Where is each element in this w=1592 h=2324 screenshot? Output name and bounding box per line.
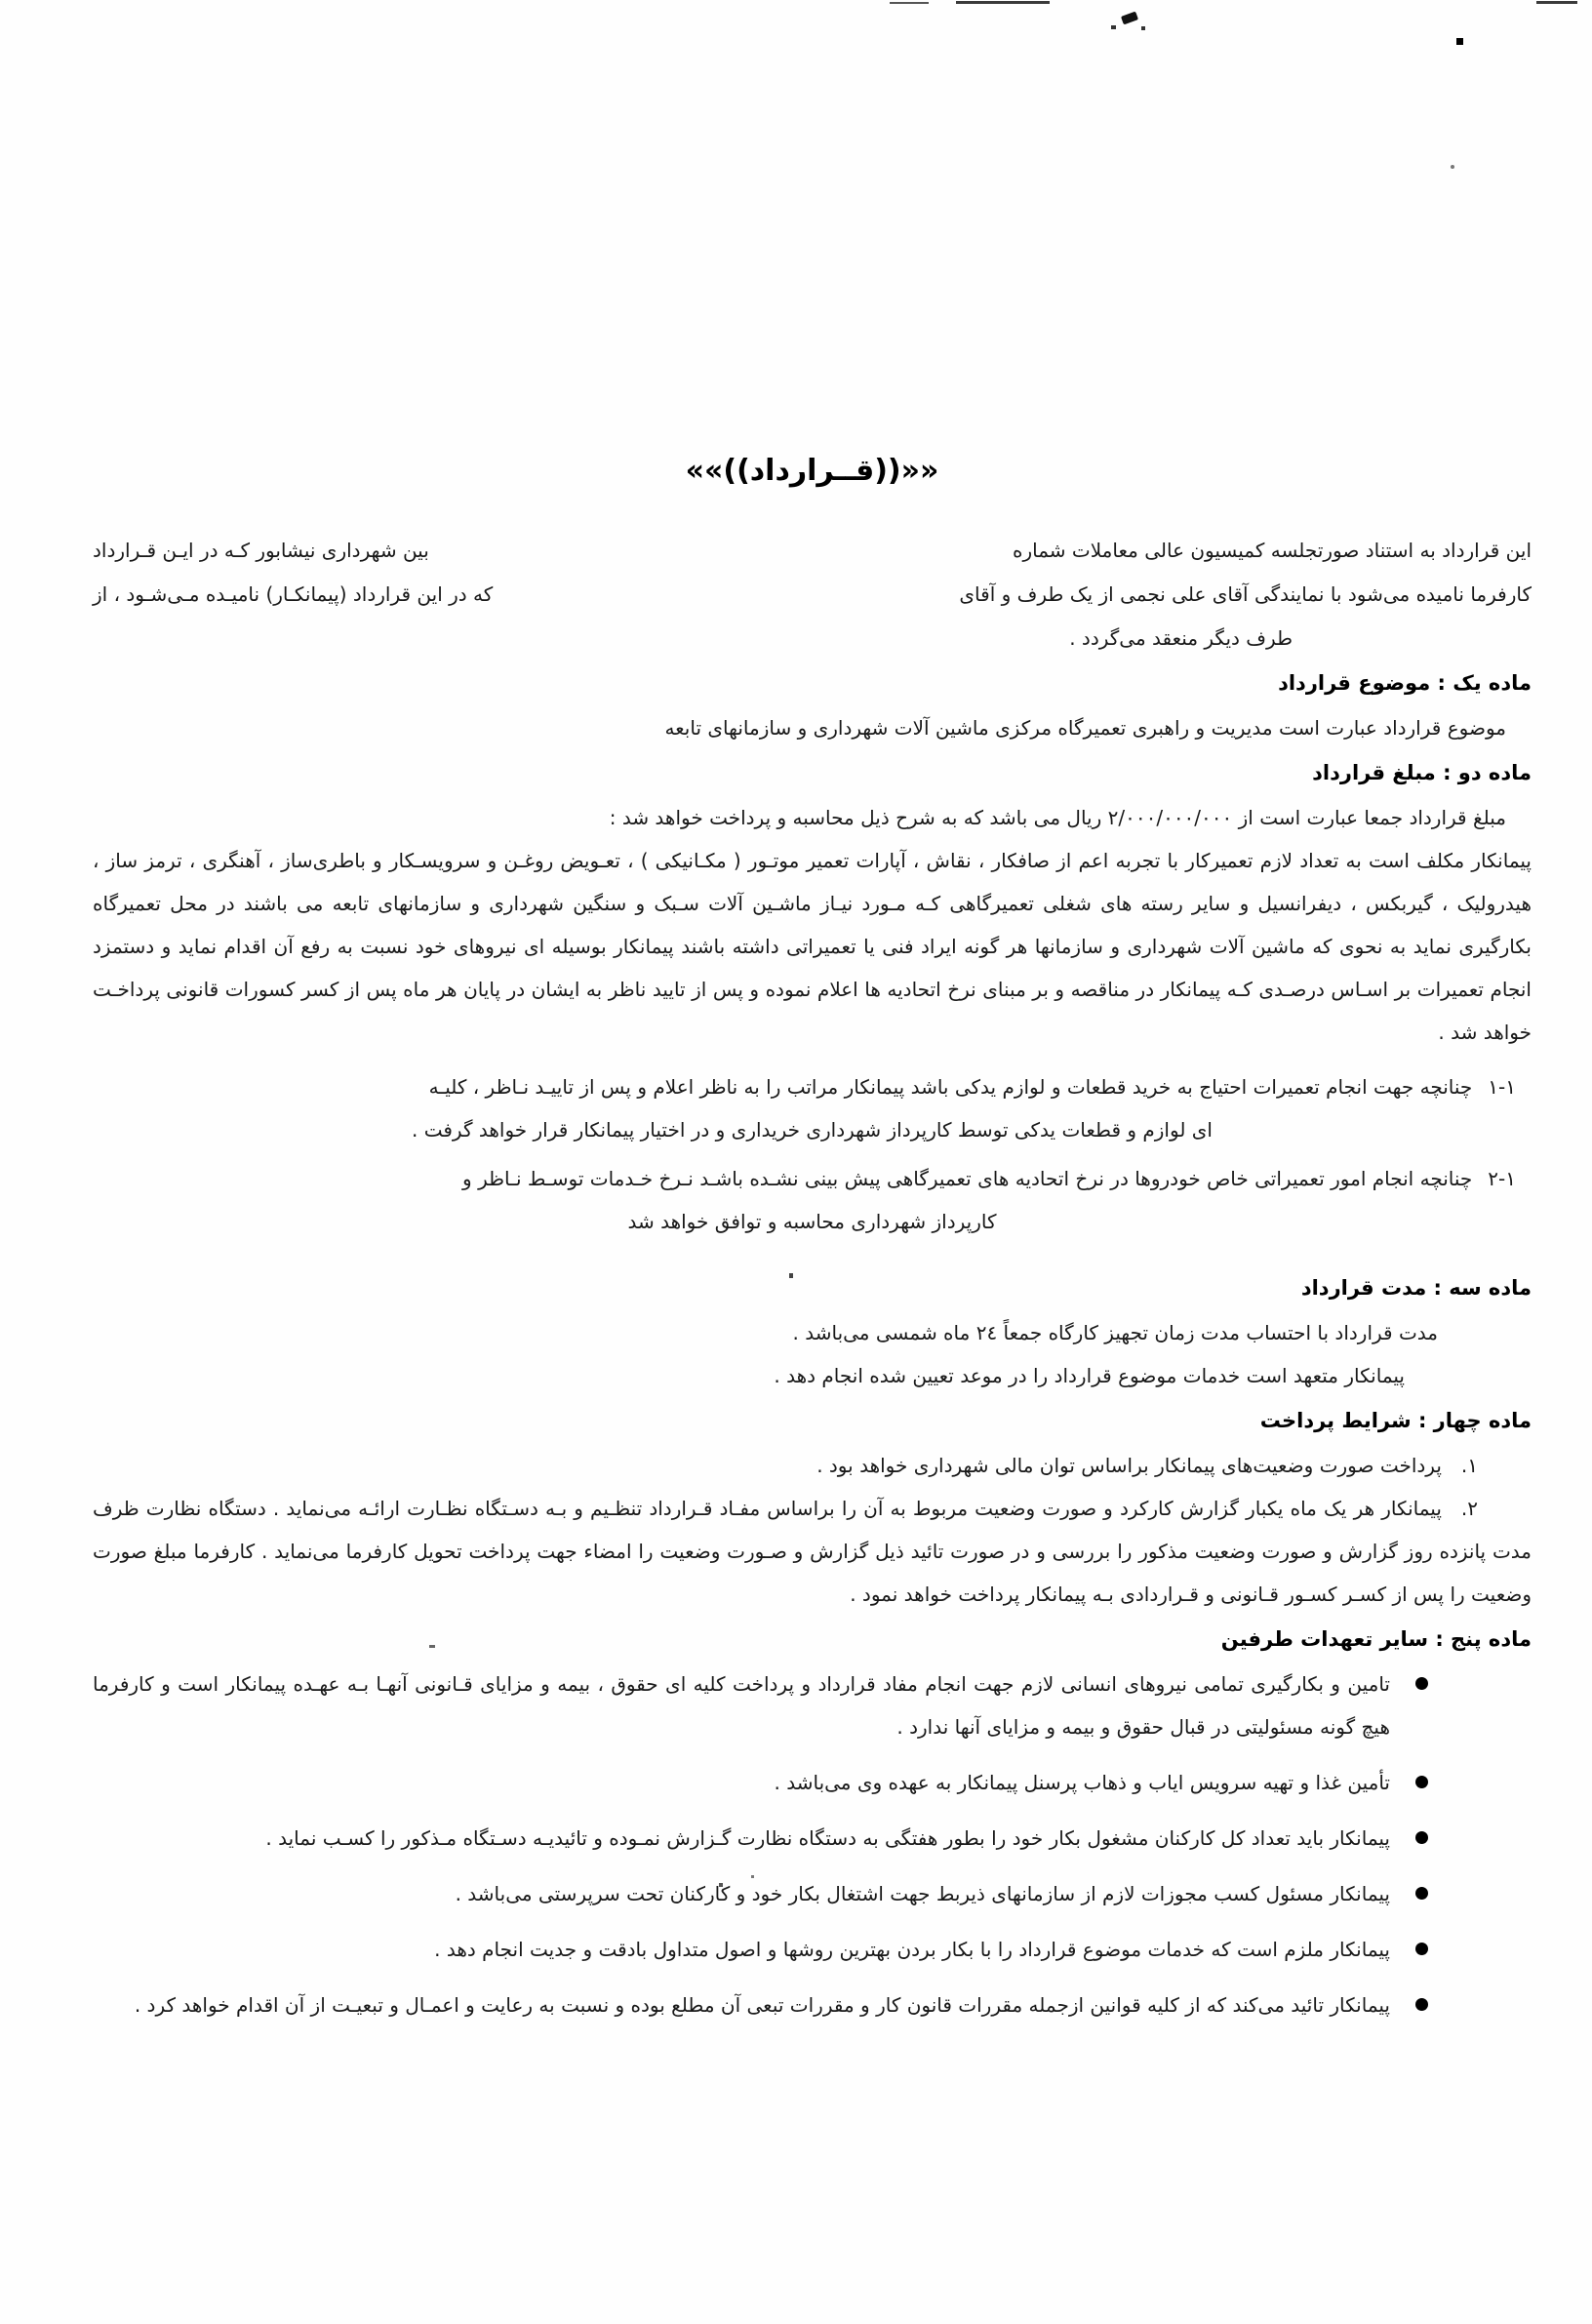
payment-item-1-number: ۱. (1460, 1454, 1478, 1477)
clause-1-1-line1 (93, 1065, 1532, 1108)
obligation-text: پیمانکار ملزم است که خدمات موضوع قرارداد را با بکار بردن بهترین روشها و اصول متداول بادقت و جدیت انجام دهد . (434, 1938, 1390, 1961)
obligation-text: پیمانکار مسئول کسب مجوزات لازم از سازمانهای ذیربط جهت اشتغال بکار خود و کارکنان تحت سرپرستی می‌باشد . (455, 1882, 1390, 1905)
bullet-icon (1415, 1943, 1428, 1955)
clause-1-1-number: ۱-۱ (1488, 1075, 1516, 1099)
clause-2-1-text: چنانچه انجام امور تعمیراتی خاص خودروها در نرخ اتحادیه های تعمیرگاهی پیش بینی نشـده باشـد نـرخ خـدمات توسـط نـاظر و (462, 1167, 1473, 1190)
obligation-item (93, 1928, 1532, 1971)
payment-item-2-text: پیمانکار هر یک ماه یکبار گزارش کارکرد و صورت وضعیت مربوط به آن را براساس مفـاد قـرارداد تنظـیم و بـه دسـتگاه نظـارت ارائـه می‌نماید . دستگاه نظارت ظرف مدت پانزده روز گزارش و صورت وضعیت مذکور را بررسی و در صورت تائید ذیل گزارش و صـورت وضعیت را امضاء جهت پرداخت تحویل کارفرما می‌نماید . کارفرما مبلغ صورت وضعیت را پس از کسـر کسـور قـانونی و قـراردادی بـه پیمانکار پرداخت خواهد نمود . (93, 1497, 1532, 1606)
intro-line-3: طرف دیگر منعقد می‌گردد . (1069, 626, 1293, 650)
bullet-icon (1415, 1831, 1428, 1844)
payment-item-2 (93, 1487, 1532, 1616)
article3-heading: ماده سه : مدت قرارداد (1300, 1276, 1532, 1300)
intro-line2-right: کارفرما نامیده می‌شود با نمایندگی آقای علی نجمی از یک طرف و آقای (959, 582, 1532, 606)
obligation-item (93, 1983, 1532, 2026)
clause-2-1 (93, 1157, 1532, 1243)
obligation-text: پیمانکار باید تعداد کل کارکنان مشغول بکار خود را بطور هفتگی به دستگاه نظارت گـزارش نمـوده و تائیدیـه دسـتگاه مـذکور را کسـب نماید . (265, 1826, 1390, 1850)
obligation-text: تأمین غذا و تهیه سرویس ایاب و ذهاب پرسنل پیمانکار به عهده وی می‌باشد . (774, 1771, 1390, 1794)
obligation-item (93, 1663, 1532, 1748)
obligation-item (93, 1817, 1532, 1860)
clause-2-1-number: ۲-۱ (1488, 1167, 1516, 1190)
intro-paragraph (93, 529, 1532, 660)
article2-body: پیمانکار مکلف است به تعداد لازم تعمیرکار با تجربه اعم از صافکار ، نقاش ، آپارات تعمیر موتـور ( مکـانیکی ) ، تعـویض روغـن و سرویسـکار و باطری‌ساز ، آهنگری ، ترمز ساز ، هیدرولیک ، گیربکس ، دیفرانسیل و سایر رسته های شغلی تعمیرگاهی کـه مـورد نیـاز ماشـین آلات سـبک و سنگین شهرداری و سازمانهای تابعه می باشند در محل تعمیرگاه بکارگیری نماید به نحوی که ماشین آلات شهرداری و سازمانها هر گونه ایراد فنی یا تعمیراتی داشته باشند پیمانکار بوسیله ای نیروهای خود نسبت به رفع آن اقدام نماید و دستمزد انجام تعمیرات بر اسـاس درصـدی کـه پیمانکار در مناقصه و بر مبنای نرخ اتحادیه ها اعلام نموده و پس از تایید ناظر به ایشان در پایان هر ماه پس از کسر کسورات قانونی پرداخـت خواهد شد . (93, 849, 1532, 1044)
clause-1-1-line2: ای لوازم و قطعات یدکی توسط کارپرداز شهرداری خریداری و در اختیار پیمانکار قرار خواهد گرفت . (412, 1118, 1213, 1142)
payment-item-1-text: پرداخت صورت وضعیت‌های پیمانکار براساس توان مالی شهرداری خواهد بود . (816, 1454, 1442, 1477)
contract-title: ««((قــرارداد))»» (685, 454, 939, 488)
clause-2-1-line1 (93, 1157, 1532, 1200)
bullet-icon (1415, 1677, 1428, 1690)
intro-line-1 (93, 529, 1532, 573)
obligation-text: پیمانکار تائید می‌کند که از کلیه قوانین ازجمله مقررات قانون کار و مقررات تبعی آن مطلع بوده و نسبت به رعایت و اعمـال و تبعیـت از آن اقدام خواهد کرد . (134, 1993, 1390, 2017)
bullet-icon (1415, 1998, 1428, 2011)
article1-body: موضوع قرارداد عبارت است مدیریت و راهبری تعمیرگاه مرکزی ماشین آلات شهرداری و سازمانهای تابعه (664, 716, 1506, 740)
article2-amount-line: مبلغ قرارداد جمعا عبارت است از ۲/۰۰۰/۰۰۰/۰۰۰ ریال می باشد که به شرح ذیل محاسبه و پرداخت خواهد شد : (609, 806, 1506, 829)
intro-line1-right: این قرارداد به استناد صورتجلسه کمیسیون عالی معاملات شماره (1013, 539, 1532, 562)
article5-heading: ماده پنج : سایر تعهدات طرفین (1220, 1627, 1532, 1651)
bullet-icon (1415, 1887, 1428, 1900)
intro-line-2 (93, 573, 1532, 617)
payment-item-1 (93, 1444, 1532, 1487)
obligation-item (93, 1872, 1532, 1915)
article3-line1: مدت قرارداد با احتساب مدت زمان تجهیز کارگاه جمعاً ۲٤ ماه شمسی می‌باشد . (792, 1321, 1438, 1344)
bullet-icon (1415, 1776, 1428, 1788)
clause-2-1-line2: کارپرداز شهرداری محاسبه و توافق خواهد شد (627, 1210, 997, 1233)
article2-heading: ماده دو : مبلغ قرارداد (1312, 761, 1532, 784)
clause-1-1-text: چنانچه جهت انجام تعمیرات احتیاج به خرید قطعات و لوازم یدکی باشد پیمانکار مراتب را به ناظر اعلام و پس از تاییـد نـاظر ، کلیـه (428, 1075, 1473, 1099)
intro-line1-left: بین شهرداری نیشابور کـه در ایـن قـرارداد (93, 539, 429, 562)
clause-1-1 (93, 1065, 1532, 1151)
article3-line2: پیمانکار متعهد است خدمات موضوع قرارداد را در موعد تعیین شده انجام دهد . (774, 1364, 1405, 1387)
article1-heading: ماده یک : موضوع قرارداد (1278, 671, 1532, 695)
obligation-item (93, 1761, 1532, 1804)
intro-line2-left: که در این قرارداد (پیمانکـار) نامیـده مـی‌شـود ، از (93, 582, 494, 606)
payment-item-2-number: ۲. (1460, 1497, 1478, 1520)
obligation-text: تامین و بکارگیری تمامی نیروهای انسانی لازم جهت انجام مفاد قرارداد و پرداخت کلیه ای حقوق ، بیمه و مزایای قـانونی آنهـا بـه عهـده پیمانکار است و کارفرما هیچ گونه مسئولیتی در قبال حقوق و بیمه و مزایای آنها ندارد . (93, 1672, 1390, 1739)
article4-heading: ماده چهار : شرایط پرداخت (1259, 1409, 1532, 1432)
